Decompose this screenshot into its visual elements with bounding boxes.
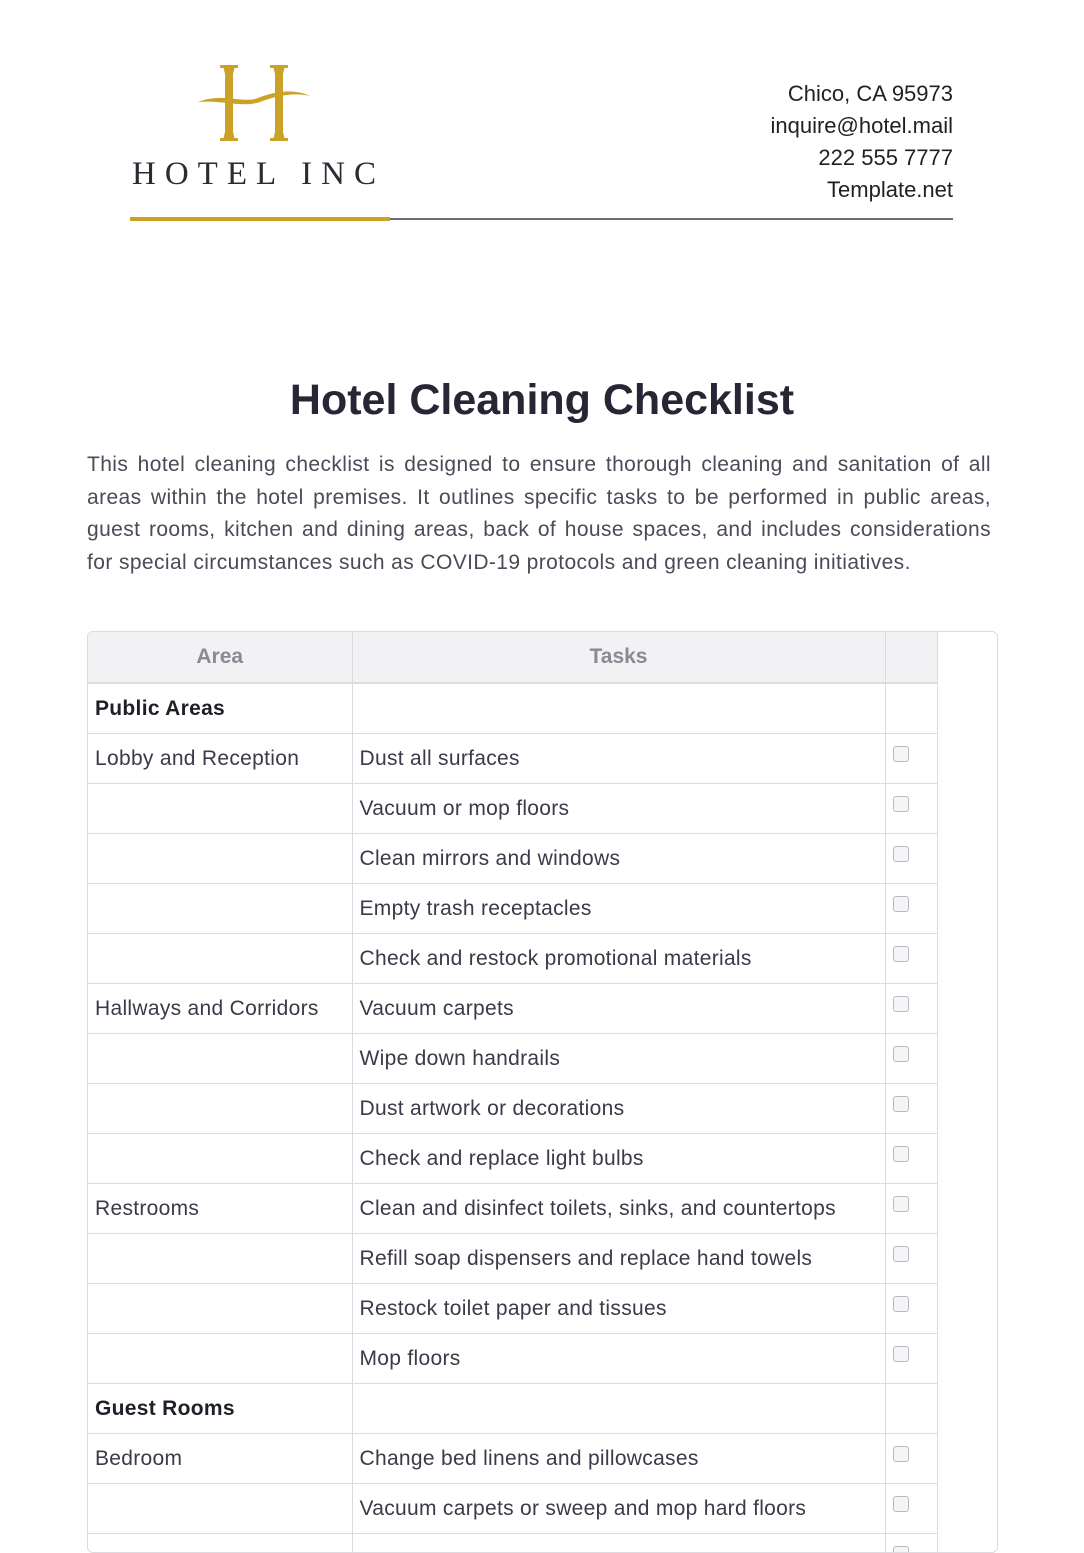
task-cell: Clean mirrors and windows: [352, 834, 885, 884]
task-cell: Dust artwork or decorations: [352, 1084, 885, 1134]
check-cell: [885, 1434, 937, 1484]
check-cell: [885, 934, 937, 984]
table-row: [88, 1134, 937, 1184]
table-row: [88, 1184, 937, 1234]
area-cell: [88, 934, 352, 984]
task-cell: Check and restock promotional materials: [352, 934, 885, 984]
area-cell: Restrooms: [88, 1184, 352, 1234]
table-row: [88, 1434, 937, 1484]
section-title: Guest Rooms: [88, 1384, 352, 1434]
column-header-check: [885, 632, 937, 683]
task-checkbox[interactable]: [893, 846, 909, 862]
task-cell: Vacuum or mop floors: [352, 784, 885, 834]
task-cell: [352, 683, 885, 734]
h-monogram-icon: [198, 62, 310, 144]
table-row: [88, 934, 937, 984]
task-cell: Wipe down handrails: [352, 1034, 885, 1084]
check-cell: [885, 1234, 937, 1284]
task-checkbox[interactable]: [893, 1146, 909, 1162]
area-cell: [88, 1484, 352, 1534]
table-row: [88, 734, 937, 784]
column-header-tasks: Tasks: [352, 632, 885, 683]
area-cell: [88, 1534, 352, 1553]
brand-logo: [130, 62, 390, 202]
task-checkbox[interactable]: [893, 796, 909, 812]
column-header-area: Area: [88, 632, 352, 683]
area-cell: [88, 884, 352, 934]
area-cell: [88, 834, 352, 884]
task-cell: Vacuum carpets or sweep and mop hard floors: [352, 1484, 885, 1534]
check-cell: [885, 1284, 937, 1334]
section-row: [88, 683, 937, 734]
task-cell: Change bed linens and pillowcases: [352, 1434, 885, 1484]
table-row: [88, 1034, 937, 1084]
task-checkbox[interactable]: [893, 1046, 909, 1062]
area-cell: [88, 784, 352, 834]
check-cell: [885, 683, 937, 734]
area-cell: Bedroom: [88, 1434, 352, 1484]
task-checkbox[interactable]: [893, 746, 909, 762]
area-cell: [88, 1034, 352, 1084]
table-row: [88, 1484, 937, 1534]
area-cell: [88, 1334, 352, 1384]
task-cell: [352, 1534, 885, 1553]
contact-block: [770, 78, 953, 206]
check-cell: [885, 1484, 937, 1534]
area-cell: [88, 1134, 352, 1184]
contact-email[interactable]: inquire@hotel.mail: [770, 110, 953, 142]
task-checkbox[interactable]: [893, 1346, 909, 1362]
task-checkbox[interactable]: [893, 1496, 909, 1512]
area-cell: Hallways and Corridors: [88, 984, 352, 1034]
document-title: Hotel Cleaning Checklist: [0, 376, 1084, 425]
task-cell: Mop floors: [352, 1334, 885, 1384]
area-cell: [88, 1234, 352, 1284]
table-header-row: [88, 632, 937, 683]
task-checkbox[interactable]: [893, 946, 909, 962]
task-cell: Dust all surfaces: [352, 734, 885, 784]
check-cell: [885, 1334, 937, 1384]
table-row: [88, 784, 937, 834]
section-row: [88, 1384, 937, 1434]
check-cell: [885, 1184, 937, 1234]
check-cell: [885, 1384, 937, 1434]
table-row: [88, 834, 937, 884]
task-cell: Restock toilet paper and tissues: [352, 1284, 885, 1334]
table-body: [88, 683, 937, 1553]
check-cell: [885, 734, 937, 784]
area-cell: Lobby and Reception: [88, 734, 352, 784]
task-checkbox[interactable]: [893, 1546, 909, 1553]
check-cell: [885, 984, 937, 1034]
checklist-table: [88, 632, 938, 1553]
contact-address: Chico, CA 95973: [770, 78, 953, 110]
brand-name: HOTEL INC: [132, 156, 385, 193]
task-cell: [352, 1384, 885, 1434]
contact-phone: 222 555 7777: [770, 142, 953, 174]
task-checkbox[interactable]: [893, 1246, 909, 1262]
table-row: [88, 1234, 937, 1284]
section-title: Public Areas: [88, 683, 352, 734]
check-cell: [885, 784, 937, 834]
table-row: [88, 1084, 937, 1134]
task-cell: Clean and disinfect toilets, sinks, and countertops: [352, 1184, 885, 1234]
table-row: [88, 1334, 937, 1384]
task-checkbox[interactable]: [893, 1196, 909, 1212]
check-cell: [885, 1084, 937, 1134]
check-cell: [885, 1134, 937, 1184]
task-checkbox[interactable]: [893, 996, 909, 1012]
task-checkbox[interactable]: [893, 1096, 909, 1112]
header-divider-accent: [130, 217, 390, 221]
task-cell: Vacuum carpets: [352, 984, 885, 1034]
area-cell: [88, 1084, 352, 1134]
task-cell: Empty trash receptacles: [352, 884, 885, 934]
table-row: [88, 984, 937, 1034]
task-checkbox[interactable]: [893, 1446, 909, 1462]
task-cell: Check and replace light bulbs: [352, 1134, 885, 1184]
contact-website[interactable]: Template.net: [770, 174, 953, 206]
document-intro: This hotel cleaning checklist is designed to ensure thorough cleaning and sanitation of all areas within the hotel premises. It outlines specific tasks to be performed in public areas, guest rooms, kitchen and dining areas, back of house spaces, and includes considerations for special circumstances such as COVID-19 protocols and green cleaning initiatives.: [87, 449, 991, 579]
table-row: [88, 1534, 937, 1553]
table-row: [88, 1284, 937, 1334]
task-checkbox[interactable]: [893, 1296, 909, 1312]
checklist-table-container: [87, 631, 998, 1553]
check-cell: [885, 1534, 937, 1553]
task-checkbox[interactable]: [893, 896, 909, 912]
check-cell: [885, 834, 937, 884]
area-cell: [88, 1284, 352, 1334]
check-cell: [885, 1034, 937, 1084]
table-row: [88, 884, 937, 934]
task-cell: Refill soap dispensers and replace hand towels: [352, 1234, 885, 1284]
check-cell: [885, 884, 937, 934]
